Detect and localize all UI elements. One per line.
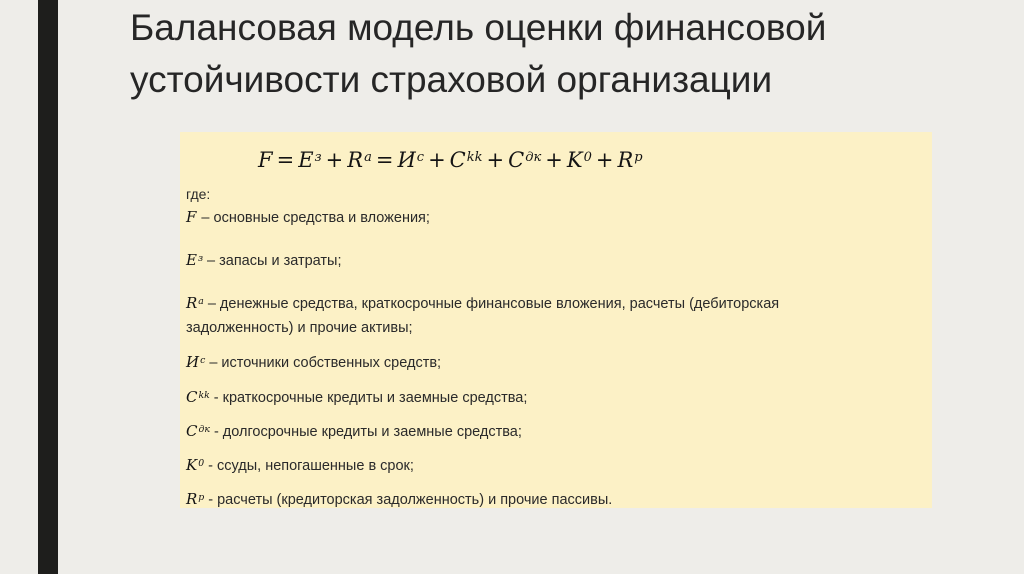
definition-text: ссуды, непогашенные в срок; [216,458,414,474]
definition-symbol: $R^a$ [186,294,204,312]
formula-term-e: $E^з$ [298,148,322,172]
definition-text: основные средства и вложения; [213,210,430,226]
definition-symbol: $C^{kk}$ [186,388,210,406]
definition-text: расчеты (кредиторская задолженность) и прочие пассивы. [217,492,613,508]
formula-plus: + [545,148,563,172]
formula-plus: + [595,148,614,172]
formula-term-rp: $R^p$ [617,148,643,172]
formula-plus: + [428,148,446,172]
definition-symbol: $E^з$ [186,251,204,269]
formula-term-f: F [258,148,273,172]
definition-symbol: $C^{дк}$ [186,422,210,440]
definition-item-i: $И^с$ – источники собственных средств; [186,353,442,371]
definition-symbol: F [186,208,197,226]
formula-term-k0: $K^0$ [566,148,592,172]
formula-equals: = [276,148,295,172]
definition-list [180,206,932,513]
definition-symbol: $R^p$ [186,490,205,508]
formula-term-ckk: $C^{kk}$ [449,148,483,172]
definition-item-rp: $R^p$ - расчеты (кредиторская задолженность) и прочие пассивы. [186,490,613,508]
definition-text: долгосрочные кредиты и заемные средства; [222,424,522,440]
formula-term-i: $И^с$ [397,148,425,172]
definition-item-k0: $K^0$ - ссуды, непогашенные в срок; [186,456,414,474]
formula-term-r: $R^a$ [347,148,372,172]
balance-formula [258,140,932,184]
definition-text: источники собственных средств; [221,355,442,371]
definition-item-e: $E^з$ – запасы и затраты; [186,251,342,269]
slide-accent-bar [38,0,58,574]
formula-plus: + [325,148,344,172]
definition-text-continued: задолженность) и прочие активы; [186,320,413,336]
where-label: где: [186,186,211,202]
definition-item-r: $R^a$ – денежные средства, краткосрочные финансовые вложения, расчеты (дебиторская задолженность) и прочие активы; [186,294,780,336]
definition-text: денежные средства, краткосрочные финансовые вложения, расчеты (дебиторская [219,296,780,312]
slide-title: Балансовая модель оценки финансовой устойчивости страховой организации [130,7,827,100]
definition-item-ckk: $C^{kk}$ - краткосрочные кредиты и заемные средства; [186,388,528,406]
formula-term-cdk: $C^{дк}$ [508,148,542,172]
definition-text: краткосрочные кредиты и заемные средства; [222,390,528,406]
formula-plus: + [486,148,505,172]
definition-text: запасы и затраты; [219,253,342,269]
formula-equals: = [375,148,394,172]
definition-item-f: F – основные средства и вложения; [186,208,430,226]
formula-panel [180,132,932,508]
definition-symbol: $И^с$ [186,353,206,371]
definition-symbol: $K^0$ [186,456,205,474]
definition-item-cdk: $C^{дк}$ - долгосрочные кредиты и заемные средства; [186,422,522,440]
